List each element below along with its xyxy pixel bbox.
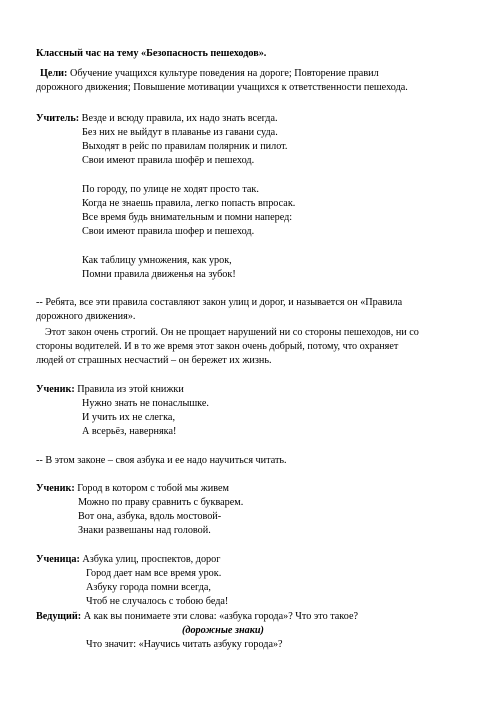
teacher-line-4: Свои имеют правила шофёр и пешеход. [82, 155, 255, 166]
paragraph-2-line-1: Этот закон очень строгий. Он не прощает нарушений ни со стороны пешеходов, ни со [45, 327, 419, 338]
student1-line-2: Нужно знать не понаслышке. [82, 398, 209, 409]
host-line-2: Что значит: «Научись читать азбуку города»? [86, 639, 283, 650]
student1-line-3: И учить их не слегка, [82, 412, 176, 423]
student2-line-4: Знаки развешаны над головой. [78, 525, 211, 536]
title-topic: «Безопасность пешеходов». [141, 48, 267, 59]
teacher-line-8: Свои имеют правила шофер и пешеход. [82, 226, 255, 237]
host-label: Ведущий: [36, 611, 82, 622]
goals-line-1: Цели: Обучение учащихся культуре поведения на дороге; Повторение правил [40, 68, 379, 79]
student2-line-2: Можно по праву сравнить с букварем. [78, 497, 244, 508]
student1-label: Ученик: [36, 384, 75, 395]
host-answer: (дорожные знаки) [182, 625, 264, 636]
goals-label: Цели: [40, 68, 68, 79]
teacher-line-9: Как таблицу умножения, как урок, [82, 255, 232, 266]
teacher-line-10: Помни правила движенья на зубок! [82, 269, 236, 280]
paragraph-1-line-2: дорожного движения». [36, 311, 136, 322]
paragraph-2-line-3: людей от страшных несчастий – он бережет их жизнь. [36, 355, 272, 366]
student2-line-3: Вот она, азбука, вдоль мостовой- [78, 511, 222, 522]
student2-label: Ученик: [36, 483, 75, 494]
student3-line-4: Чтоб не случалось с тобою беда! [86, 596, 229, 607]
student1-line-4: А всерьёз, наверняка! [82, 426, 177, 437]
goals-line-2: дорожного движения; Повышение мотивации учащихся к ответственности пешехода. [36, 82, 408, 93]
title-prefix: Классный час на тему [36, 48, 142, 59]
teacher-line-1: Учитель: Везде и всюду правила, их надо знать всегда. [36, 113, 278, 124]
document-title [36, 48, 266, 60]
student2-line-1: Ученик: Город в котором с тобой мы живем [36, 483, 229, 494]
teacher-line-5: По городу, по улице не ходят просто так. [82, 184, 259, 195]
student3-line-1: Ученица: Азбука улиц, проспектов, дорог [36, 554, 221, 565]
teacher-line-2: Без них не выйдут в плаванье из гавани суда. [82, 127, 278, 138]
student3-line-2: Город дает нам все время урок. [86, 568, 222, 579]
teacher-line-6: Когда не знаешь правила, легко попасть впросак. [82, 198, 296, 209]
host-line-1: Ведущий: А как вы понимаете эти слова: «азбука города»? Что это такое? [36, 611, 358, 622]
teacher-label: Учитель: [36, 113, 80, 124]
teacher-line-3: Выходят в рейс по правилам полярник и пилот. [82, 141, 288, 152]
paragraph-1-line-1: -- Ребята, все эти правила составляют закон улиц и дорог, и называется он «Правила [36, 297, 403, 308]
paragraph-3: -- В этом законе – своя азбука и ее надо научиться читать. [36, 455, 287, 466]
student1-line-1: Ученик: Правила из этой книжки [36, 384, 184, 395]
student3-label: Ученица: [36, 554, 80, 565]
paragraph-2-line-2: стороны водителей. И в то же время этот закон очень добрый, потому, что охраняет [36, 341, 399, 352]
teacher-line-7: Все время будь внимательным и помни наперед: [82, 212, 293, 223]
student3-line-3: Азбуку города помни всегда, [86, 582, 211, 593]
